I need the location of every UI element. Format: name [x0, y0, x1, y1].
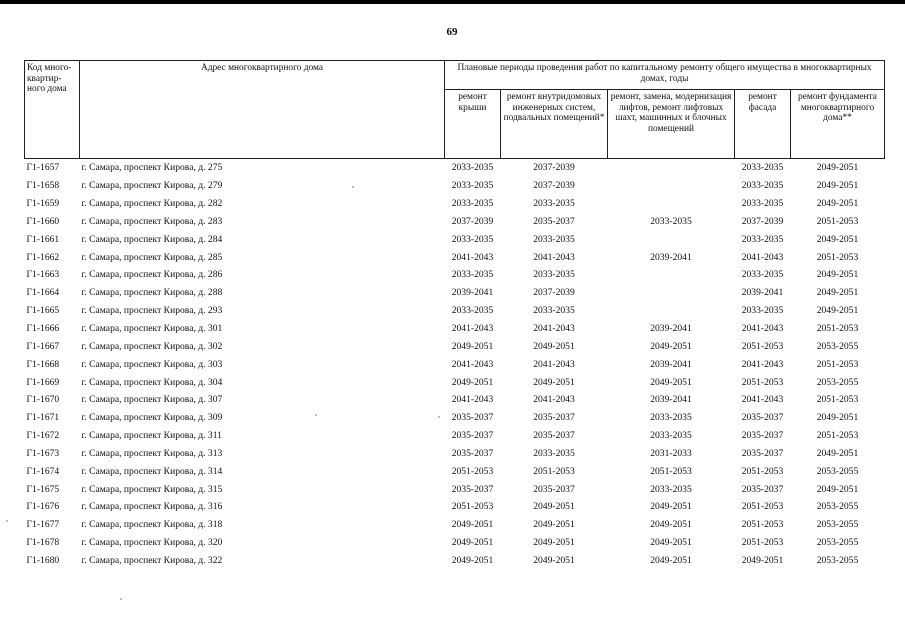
cell-facade: 2041-2043	[741, 323, 784, 335]
cell-facade: 2037-2039	[741, 215, 784, 227]
cell-facade: 2051-2053	[741, 519, 784, 531]
cell-foundation: 2049-2051	[816, 233, 859, 245]
cell-address: г. Самара, проспект Кирова, д. 318	[81, 519, 223, 531]
cell-facade: 2039-2041	[741, 287, 784, 299]
cell-facade: 2041-2043	[741, 251, 784, 263]
cell-foundation: 2053-2055	[816, 340, 859, 352]
cell-lifts: 2049-2051	[650, 376, 692, 388]
cell-systems: 2035-2037	[533, 215, 575, 227]
cell-facade: 2051-2053	[741, 376, 784, 388]
scan-speck	[6, 520, 8, 522]
cell-systems: 2049-2051	[533, 501, 575, 513]
table-row	[25, 284, 885, 302]
cell-address: г. Самара, проспект Кирова, д. 311	[81, 430, 222, 442]
cell-code: Г1-1666	[26, 323, 60, 335]
cell-roof: 2033-2035	[451, 198, 494, 210]
cell-roof: 2041-2043	[451, 251, 494, 263]
cell-foundation: 2049-2051	[816, 287, 859, 299]
cell-roof: 2035-2037	[451, 483, 494, 495]
cell-facade: 2035-2037	[741, 412, 784, 424]
cell-roof: 2049-2051	[451, 340, 494, 352]
cell-roof: 2035-2037	[451, 430, 494, 442]
cell-systems: 2035-2037	[533, 412, 575, 424]
cell-code: Г1-1676	[26, 501, 60, 513]
table-row	[25, 320, 885, 338]
cell-lifts: 2049-2051	[650, 554, 692, 566]
cell-lifts: 2049-2051	[650, 501, 692, 513]
cell-code: Г1-1671	[26, 412, 60, 424]
cell-foundation: 2049-2051	[816, 483, 859, 495]
cell-lifts: 2033-2035	[650, 215, 692, 227]
cell-roof: 2033-2035	[451, 180, 494, 192]
cell-roof: 2033-2035	[451, 162, 494, 174]
cell-foundation: 2049-2051	[816, 269, 859, 281]
cell-lifts: 2033-2035	[650, 483, 692, 495]
table-row	[25, 480, 885, 498]
cell-roof: 2049-2051	[451, 519, 494, 531]
cell-foundation: 2051-2053	[816, 394, 859, 406]
table-body	[25, 159, 885, 570]
cell-address: г. Самара, проспект Кирова, д. 286	[81, 269, 223, 281]
cell-address: г. Самара, проспект Кирова, д. 282	[81, 198, 223, 210]
cell-lifts	[608, 284, 735, 302]
cell-lifts: 2039-2041	[650, 394, 692, 406]
cell-roof: 2037-2039	[451, 215, 494, 227]
cell-facade: 2033-2035	[741, 233, 784, 245]
cell-foundation: 2049-2051	[816, 305, 859, 317]
header-code: Код много-квартир-ного дома	[25, 61, 80, 159]
cell-roof: 2041-2043	[451, 394, 494, 406]
table-row	[25, 498, 885, 516]
cell-foundation: 2051-2053	[816, 430, 859, 442]
cell-code: Г1-1658	[26, 180, 60, 192]
table-row	[25, 355, 885, 373]
cell-systems: 2041-2043	[533, 251, 575, 263]
cell-code: Г1-1670	[26, 394, 60, 406]
cell-address: г. Самара, проспект Кирова, д. 303	[81, 358, 223, 370]
table-row	[25, 159, 885, 177]
cell-lifts: 2039-2041	[650, 251, 692, 263]
cell-roof: 2051-2053	[451, 501, 494, 513]
cell-foundation: 2049-2051	[816, 447, 859, 459]
table-row	[25, 230, 885, 248]
table-row	[25, 302, 885, 320]
cell-systems: 2033-2035	[533, 269, 575, 281]
cell-lifts: 2039-2041	[650, 358, 692, 370]
cell-code: Г1-1657	[26, 162, 60, 174]
cell-code: Г1-1659	[26, 198, 60, 210]
cell-lifts	[608, 302, 735, 320]
cell-foundation: 2053-2055	[816, 376, 859, 388]
cell-systems: 2033-2035	[533, 447, 575, 459]
top-border-rule	[0, 0, 905, 4]
table-row	[25, 213, 885, 231]
header-facade: ремонт фасада	[735, 90, 791, 159]
cell-facade: 2035-2037	[741, 483, 784, 495]
header-periods: Плановые периоды проведения работ по капитальному ремонту общего имущества в многоквартирных домах, годы	[445, 61, 885, 90]
table-row	[25, 427, 885, 445]
cell-roof: 2035-2037	[451, 447, 494, 459]
cell-systems: 2049-2051	[533, 519, 575, 531]
table-row	[25, 391, 885, 409]
cell-systems: 2041-2043	[533, 358, 575, 370]
cell-address: г. Самара, проспект Кирова, д. 314	[81, 465, 223, 477]
cell-foundation: 2053-2055	[816, 537, 859, 549]
cell-code: Г1-1665	[26, 305, 60, 317]
cell-systems: 2049-2051	[533, 376, 575, 388]
cell-address: г. Самара, проспект Кирова, д. 302	[81, 340, 223, 352]
cell-lifts: 2033-2035	[650, 412, 692, 424]
cell-foundation: 2053-2055	[816, 519, 859, 531]
cell-address: г. Самара, проспект Кирова, д. 309	[81, 412, 223, 424]
cell-systems: 2035-2037	[533, 483, 575, 495]
cell-systems: 2033-2035	[533, 305, 575, 317]
table-row	[25, 248, 885, 266]
cell-lifts	[608, 230, 735, 248]
table-row	[25, 462, 885, 480]
cell-systems: 2041-2043	[533, 323, 575, 335]
table-row	[25, 516, 885, 534]
cell-foundation: 2051-2053	[816, 358, 859, 370]
cell-lifts	[608, 177, 735, 195]
cell-code: Г1-1673	[26, 447, 60, 459]
cell-address: г. Самара, проспект Кирова, д. 315	[81, 483, 223, 495]
cell-address: г. Самара, проспект Кирова, д. 320	[81, 537, 223, 549]
cell-facade: 2049-2051	[741, 554, 784, 566]
cell-address: г. Самара, проспект Кирова, д. 285	[81, 251, 223, 263]
cell-facade: 2033-2035	[741, 269, 784, 281]
cell-facade: 2033-2035	[741, 162, 784, 174]
cell-address: г. Самара, проспект Кирова, д. 284	[81, 233, 223, 245]
cell-roof: 2049-2051	[451, 537, 494, 549]
cell-systems: 2037-2039	[533, 162, 575, 174]
table-row	[25, 266, 885, 284]
header-address: Адрес многоквартирного дома	[80, 61, 445, 159]
cell-code: Г1-1664	[26, 287, 60, 299]
scan-speck	[315, 414, 317, 416]
cell-foundation: 2051-2053	[816, 251, 859, 263]
cell-lifts: 2031-2033	[650, 447, 692, 459]
cell-foundation: 2049-2051	[816, 198, 859, 210]
cell-lifts: 2049-2051	[650, 340, 692, 352]
cell-lifts: 2049-2051	[650, 519, 692, 531]
cell-foundation: 2049-2051	[816, 412, 859, 424]
table-row	[25, 373, 885, 391]
table-row	[25, 195, 885, 213]
cell-address: г. Самара, проспект Кирова, д. 313	[81, 447, 223, 459]
cell-code: Г1-1677	[26, 519, 60, 531]
cell-facade: 2033-2035	[741, 198, 784, 210]
cell-systems: 2049-2051	[533, 340, 575, 352]
cell-code: Г1-1669	[26, 376, 60, 388]
scan-speck	[120, 598, 122, 600]
cell-foundation: 2051-2053	[816, 323, 859, 335]
cell-systems: 2041-2043	[533, 394, 575, 406]
cell-roof: 2041-2043	[451, 323, 494, 335]
cell-lifts	[608, 159, 735, 177]
cell-systems: 2037-2039	[533, 180, 575, 192]
cell-address: г. Самара, проспект Кирова, д. 288	[81, 287, 223, 299]
cell-address: г. Самара, проспект Кирова, д. 293	[81, 305, 223, 317]
cell-lifts	[608, 266, 735, 284]
cell-systems: 2051-2053	[533, 465, 575, 477]
cell-roof: 2049-2051	[451, 554, 494, 566]
cell-facade: 2035-2037	[741, 430, 784, 442]
cell-address: г. Самара, проспект Кирова, д. 275	[81, 162, 223, 174]
cell-address: г. Самара, проспект Кирова, д. 304	[81, 376, 223, 388]
cell-lifts: 2051-2053	[650, 465, 692, 477]
cell-code: Г1-1672	[26, 430, 60, 442]
cell-systems: 2049-2051	[533, 537, 575, 549]
table-row	[25, 337, 885, 355]
cell-facade: 2051-2053	[741, 465, 784, 477]
table-row	[25, 552, 885, 570]
cell-systems: 2049-2051	[533, 554, 575, 566]
cell-foundation: 2051-2053	[816, 215, 859, 227]
cell-facade: 2041-2043	[741, 358, 784, 370]
cell-roof: 2033-2035	[451, 233, 494, 245]
cell-systems: 2035-2037	[533, 430, 575, 442]
header-systems: ремонт внутридомовых инженерных систем, подвальных помещений*	[501, 90, 608, 159]
cell-code: Г1-1660	[26, 215, 60, 227]
table-row	[25, 177, 885, 195]
cell-code: Г1-1680	[26, 554, 60, 566]
cell-facade: 2051-2053	[741, 537, 784, 549]
cell-code: Г1-1662	[26, 251, 60, 263]
header-lifts: ремонт, замена, модернизация лифтов, ремонт лифтовых шахт, машинных и блочных помещений	[608, 90, 735, 159]
cell-code: Г1-1661	[26, 233, 60, 245]
table-row	[25, 445, 885, 463]
cell-code: Г1-1678	[26, 537, 60, 549]
cell-systems: 2033-2035	[533, 198, 575, 210]
cell-foundation: 2053-2055	[816, 465, 859, 477]
cell-foundation: 2049-2051	[816, 180, 859, 192]
scan-speck	[352, 186, 354, 188]
cell-roof: 2033-2035	[451, 269, 494, 281]
cell-systems: 2037-2039	[533, 287, 575, 299]
cell-code: Г1-1667	[26, 340, 60, 352]
cell-roof: 2033-2035	[451, 305, 494, 317]
cell-address: г. Самара, проспект Кирова, д. 316	[81, 501, 223, 513]
cell-address: г. Самара, проспект Кирова, д. 301	[81, 323, 223, 335]
cell-code: Г1-1663	[26, 269, 60, 281]
cell-foundation: 2053-2055	[816, 554, 859, 566]
cell-code: Г1-1668	[26, 358, 60, 370]
cell-lifts	[608, 195, 735, 213]
scan-speck	[438, 416, 440, 418]
capital-repair-table	[24, 60, 885, 569]
cell-roof: 2035-2037	[451, 412, 494, 424]
cell-systems: 2033-2035	[533, 233, 575, 245]
cell-code: Г1-1674	[26, 465, 60, 477]
cell-facade: 2051-2053	[741, 340, 784, 352]
cell-roof: 2039-2041	[451, 287, 494, 299]
cell-foundation: 2053-2055	[816, 501, 859, 513]
cell-code: Г1-1675	[26, 483, 60, 495]
cell-address: г. Самара, проспект Кирова, д. 283	[81, 215, 223, 227]
cell-facade: 2033-2035	[741, 305, 784, 317]
table-row	[25, 409, 885, 427]
cell-address: г. Самара, проспект Кирова, д. 307	[81, 394, 223, 406]
header-roof: ремонт крыши	[445, 90, 501, 159]
cell-facade: 2035-2037	[741, 447, 784, 459]
cell-lifts: 2033-2035	[650, 430, 692, 442]
cell-facade: 2033-2035	[741, 180, 784, 192]
header-foundation: ремонт фундамента многоквартирного дома**	[791, 90, 885, 159]
table-row	[25, 534, 885, 552]
cell-foundation: 2049-2051	[816, 162, 859, 174]
cell-address: г. Самара, проспект Кирова, д. 279	[81, 180, 223, 192]
cell-roof: 2041-2043	[451, 358, 494, 370]
page-number: 69	[446, 26, 458, 38]
cell-facade: 2051-2053	[741, 501, 784, 513]
cell-facade: 2041-2043	[741, 394, 784, 406]
cell-roof: 2051-2053	[451, 465, 494, 477]
cell-address: г. Самара, проспект Кирова, д. 322	[81, 554, 223, 566]
cell-roof: 2049-2051	[451, 376, 494, 388]
cell-lifts: 2039-2041	[650, 323, 692, 335]
cell-lifts: 2049-2051	[650, 537, 692, 549]
